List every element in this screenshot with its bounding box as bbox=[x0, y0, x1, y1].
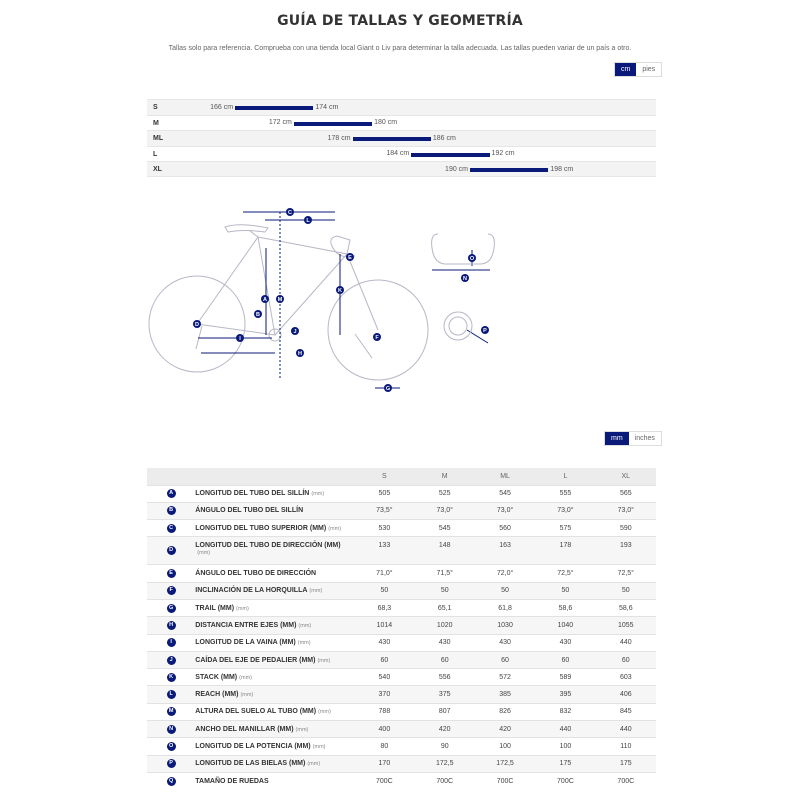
measurement-value: 545 bbox=[475, 485, 535, 502]
measurement-value: 832 bbox=[535, 703, 595, 720]
measurement-value: 1055 bbox=[596, 617, 656, 634]
row-letter-cell bbox=[147, 755, 195, 772]
size-label: M bbox=[153, 119, 159, 127]
measurement-value: 72,0° bbox=[475, 565, 535, 582]
svg-text:K: K bbox=[338, 288, 342, 294]
geometry-row bbox=[147, 721, 656, 738]
seatpost bbox=[250, 231, 258, 237]
measurement-value: 589 bbox=[535, 669, 595, 686]
svg-text:F: F bbox=[375, 335, 379, 341]
measurement-value: 370 bbox=[354, 686, 414, 703]
size-range-bar bbox=[411, 153, 489, 157]
measurement-value: 430 bbox=[535, 634, 595, 651]
measurement-value: 50 bbox=[415, 582, 475, 599]
measurement-value: 575 bbox=[535, 520, 595, 537]
measurement-letter-badge: N bbox=[167, 725, 176, 734]
measurement-name-cell bbox=[195, 721, 354, 738]
measurement-value: 700C bbox=[354, 772, 414, 789]
measurement-value: 375 bbox=[415, 686, 475, 703]
row-letter-cell bbox=[147, 669, 195, 686]
crankset-top-view bbox=[444, 312, 472, 340]
measurement-value: 430 bbox=[354, 634, 414, 651]
row-letter-cell bbox=[147, 502, 195, 519]
size-min-height: 172 cm bbox=[268, 119, 292, 127]
measurement-value: 90 bbox=[415, 738, 475, 755]
measurement-letter-badge: F bbox=[167, 586, 176, 595]
measurement-value: 73,0° bbox=[596, 502, 656, 519]
measurement-value: 60 bbox=[535, 651, 595, 668]
size-guide-row bbox=[147, 161, 656, 177]
measurement-unit: (mm) bbox=[318, 709, 331, 716]
measurement-name-cell bbox=[195, 599, 354, 616]
measurement-name-cell bbox=[195, 582, 354, 599]
svg-text:N: N bbox=[463, 276, 467, 282]
measurement-value: 1020 bbox=[415, 617, 475, 634]
geometry-diagram bbox=[140, 198, 680, 413]
measurement-unit: (mm) bbox=[298, 622, 312, 629]
measurement-letter-badge: J bbox=[167, 656, 176, 665]
measurement-name: LONGITUD DEL TUBO SUPERIOR (MM) bbox=[195, 524, 327, 532]
measurement-letter-badge: H bbox=[167, 621, 176, 630]
row-letter-cell bbox=[147, 537, 195, 565]
measurement-value: 163 bbox=[475, 537, 535, 565]
measurement-name: LONGITUD DE LA VAINA (MM) bbox=[195, 639, 296, 647]
size-label: L bbox=[153, 150, 158, 158]
page-title: GUÍA DE TALLAS Y GEOMETRÍA bbox=[277, 13, 523, 29]
measurement-name-cell bbox=[195, 537, 354, 565]
measurement-value: 72,5° bbox=[535, 565, 595, 582]
mm-toggle-button[interactable]: mm bbox=[605, 432, 629, 445]
measurement-value: 420 bbox=[475, 721, 535, 738]
saddle bbox=[225, 225, 268, 232]
measurement-unit: (mm) bbox=[307, 761, 321, 768]
measurement-value: 565 bbox=[596, 485, 656, 502]
feet-toggle-button[interactable]: pies bbox=[636, 63, 661, 76]
svg-text:M: M bbox=[277, 297, 283, 303]
measurement-value: 1014 bbox=[354, 617, 414, 634]
handlebar-top-view bbox=[432, 234, 495, 264]
measurement-value: 100 bbox=[535, 738, 595, 755]
measurement-name: TRAIL (MM) bbox=[195, 604, 235, 612]
svg-text:L: L bbox=[306, 218, 310, 224]
row-letter-cell bbox=[147, 686, 195, 703]
measurement-value: 73,0° bbox=[415, 502, 475, 519]
measurement-value: 50 bbox=[535, 582, 595, 599]
geometry-row bbox=[147, 703, 656, 720]
measurement-name-cell bbox=[195, 755, 354, 772]
cm-toggle-button[interactable]: cm bbox=[615, 63, 636, 76]
row-letter-cell bbox=[147, 721, 195, 738]
svg-text:G: G bbox=[385, 386, 391, 392]
geometry-table bbox=[147, 468, 656, 790]
measurement-value: 50 bbox=[475, 582, 535, 599]
measurement-value: 572 bbox=[475, 669, 535, 686]
measurement-letter-badge: C bbox=[167, 524, 176, 533]
row-letter-cell bbox=[147, 772, 195, 789]
measurement-value: 60 bbox=[415, 651, 475, 668]
diagram-label-k bbox=[336, 286, 344, 294]
size-range-bar bbox=[470, 168, 548, 172]
measurement-value: 80 bbox=[354, 738, 414, 755]
measurement-value: 807 bbox=[415, 703, 475, 720]
size-guide bbox=[147, 99, 656, 177]
measurement-value: 58,6 bbox=[596, 599, 656, 616]
measurement-value: 60 bbox=[354, 651, 414, 668]
geometry-row bbox=[147, 772, 656, 789]
measurement-unit: (mm) bbox=[295, 726, 309, 733]
geometry-row bbox=[147, 651, 656, 668]
measurement-value: 110 bbox=[596, 738, 656, 755]
measurement-letter-badge: M bbox=[167, 707, 176, 716]
diagram-label-h bbox=[296, 349, 304, 357]
diagram-label-c bbox=[286, 208, 294, 216]
measurement-value: 61,8 bbox=[475, 599, 535, 616]
measurement-name: LONGITUD DEL TUBO DEL SILLÍN bbox=[195, 490, 310, 498]
measurement-value: 540 bbox=[354, 669, 414, 686]
measurement-name-cell bbox=[195, 485, 354, 502]
svg-text:E: E bbox=[348, 255, 352, 261]
measurement-name: REACH (MM) bbox=[195, 691, 239, 699]
diagram-label-j bbox=[291, 327, 299, 335]
row-letter-cell bbox=[147, 738, 195, 755]
size-guide-row bbox=[147, 99, 656, 115]
measurement-value: 60 bbox=[475, 651, 535, 668]
row-letter-cell bbox=[147, 520, 195, 537]
measurement-letter-badge: E bbox=[167, 569, 176, 578]
geometry-row bbox=[147, 599, 656, 616]
column-header: L bbox=[535, 468, 595, 485]
row-letter-cell bbox=[147, 599, 195, 616]
measurement-name-cell bbox=[195, 703, 354, 720]
measurement-value: 700C bbox=[475, 772, 535, 789]
row-letter-cell bbox=[147, 651, 195, 668]
size-min-height: 190 cm bbox=[445, 165, 469, 173]
diagram-label-g bbox=[384, 384, 392, 392]
measurement-value: 700C bbox=[415, 772, 475, 789]
size-range-bar bbox=[353, 137, 431, 141]
measurement-name: ALTURA DEL SUELO AL TUBO (MM) bbox=[195, 708, 317, 716]
measurement-value: 826 bbox=[475, 703, 535, 720]
measurement-value: 65,1 bbox=[415, 599, 475, 616]
measurement-value: 1030 bbox=[475, 617, 535, 634]
size-max-height: 192 cm bbox=[491, 150, 515, 158]
size-min-height: 166 cm bbox=[210, 103, 234, 111]
diagram-label-p bbox=[481, 326, 489, 334]
diagram-label-a bbox=[261, 295, 269, 303]
measurement-unit: (mm) bbox=[240, 692, 254, 699]
measurement-value: 385 bbox=[475, 686, 535, 703]
measurement-name: DISTANCIA ENTRE EJES (MM) bbox=[195, 621, 297, 629]
measurement-value: 555 bbox=[535, 485, 595, 502]
size-label: ML bbox=[153, 135, 164, 143]
measurement-unit: (mm) bbox=[297, 640, 311, 647]
measurement-value: 430 bbox=[475, 634, 535, 651]
measurement-value: 50 bbox=[596, 582, 656, 599]
measurement-name: LONGITUD DE LA POTENCIA (MM) bbox=[195, 743, 311, 750]
measurement-name-cell bbox=[195, 686, 354, 703]
measurement-letter-badge: B bbox=[167, 506, 176, 515]
measurement-value: 400 bbox=[354, 721, 414, 738]
measurement-value: 73,0° bbox=[535, 502, 595, 519]
measurement-value: 178 bbox=[535, 537, 595, 565]
size-label: XL bbox=[153, 166, 162, 174]
measurement-letter-badge: P bbox=[167, 759, 176, 768]
diagram-label-d bbox=[193, 320, 201, 328]
geometry-row bbox=[147, 582, 656, 599]
diagram-label-l bbox=[304, 216, 312, 224]
measurement-unit: (mm) bbox=[197, 550, 211, 557]
measurement-name: LONGITUD DEL TUBO DE DIRECCIÓN (MM) bbox=[195, 542, 341, 550]
size-max-height: 174 cm bbox=[315, 103, 339, 111]
measurement-name: LONGITUD DE LAS BIELAS (MM) bbox=[195, 760, 306, 768]
measurement-value: 58,6 bbox=[535, 599, 595, 616]
size-range-bar bbox=[294, 122, 372, 126]
measurement-value: 71,5° bbox=[415, 565, 475, 582]
svg-text:P: P bbox=[483, 328, 487, 334]
page-subtitle: Tallas solo para referencia. Comprueba con una tienda local Giant o Liv para determinar la talla adecuada. Las tallas pueden variar de un país a otro. bbox=[168, 45, 632, 52]
measurement-value: 133 bbox=[354, 537, 414, 565]
measurement-name-cell bbox=[195, 738, 354, 755]
measurement-unit: (mm) bbox=[239, 674, 252, 681]
svg-text:I: I bbox=[239, 336, 241, 342]
measurement-name: ANCHO DEL MANILLAR (MM) bbox=[195, 725, 294, 733]
svg-text:A: A bbox=[263, 297, 267, 303]
svg-text:J: J bbox=[293, 329, 297, 335]
measurement-name: STACK (MM) bbox=[195, 673, 238, 681]
measurement-value: 170 bbox=[354, 755, 414, 772]
measurement-value: 175 bbox=[596, 755, 656, 772]
measurement-name-cell bbox=[195, 772, 354, 789]
measurement-value: 430 bbox=[415, 634, 475, 651]
measurement-value: 525 bbox=[415, 485, 475, 502]
diagram-label-f bbox=[373, 333, 381, 341]
column-header: S bbox=[354, 468, 414, 485]
measurement-value: 71,0° bbox=[354, 565, 414, 582]
measurement-value: 68,3 bbox=[354, 599, 414, 616]
row-letter-cell bbox=[147, 565, 195, 582]
measurement-letter-badge: Q bbox=[167, 777, 176, 786]
measurement-value: 172,5 bbox=[475, 755, 535, 772]
measurement-value: 556 bbox=[415, 669, 475, 686]
size-max-height: 186 cm bbox=[432, 134, 456, 142]
geometry-row bbox=[147, 565, 656, 582]
geometry-row bbox=[147, 669, 656, 686]
measurement-value: 440 bbox=[596, 721, 656, 738]
measurement-unit: (mm) bbox=[312, 744, 326, 750]
measurement-value: 172,5 bbox=[415, 755, 475, 772]
measurement-value: 72,5° bbox=[596, 565, 656, 582]
measurement-value: 50 bbox=[354, 582, 414, 599]
measurement-value: 395 bbox=[535, 686, 595, 703]
row-letter-cell bbox=[147, 703, 195, 720]
measurement-name-cell bbox=[195, 669, 354, 686]
measurement-unit: (mm) bbox=[236, 605, 249, 612]
measurement-name-cell bbox=[195, 502, 354, 519]
geometry-row bbox=[147, 755, 656, 772]
measurement-value: 440 bbox=[596, 634, 656, 651]
measurement-letter-badge: D bbox=[167, 546, 176, 555]
size-range-bar bbox=[235, 106, 313, 110]
measurement-letter-badge: I bbox=[167, 638, 176, 647]
measurement-letter-badge: K bbox=[167, 673, 176, 682]
measurement-name-cell bbox=[195, 617, 354, 634]
geometry-row bbox=[147, 738, 656, 755]
measurement-value: 590 bbox=[596, 520, 656, 537]
measurement-value: 700C bbox=[596, 772, 656, 789]
measurement-value: 73,0° bbox=[475, 502, 535, 519]
measurement-value: 60 bbox=[596, 651, 656, 668]
measurement-unit: (mm) bbox=[311, 491, 325, 498]
measurement-value: 193 bbox=[596, 537, 656, 565]
measurement-value: 603 bbox=[596, 669, 656, 686]
measurement-value: 1040 bbox=[535, 617, 595, 634]
measurement-value: 530 bbox=[354, 520, 414, 537]
measurement-name-cell bbox=[195, 634, 354, 651]
geometry-row bbox=[147, 520, 656, 537]
measurement-value: 505 bbox=[354, 485, 414, 502]
bike-frame bbox=[197, 237, 378, 335]
geometry-row bbox=[147, 686, 656, 703]
header-blank-name bbox=[195, 468, 354, 485]
measurement-name-cell bbox=[195, 520, 354, 537]
geometry-row bbox=[147, 537, 656, 565]
measurement-value: 700C bbox=[535, 772, 595, 789]
svg-text:D: D bbox=[195, 322, 199, 328]
diagram-label-i bbox=[236, 334, 244, 342]
measurement-name: INCLINACIÓN DE LA HORQUILLA bbox=[195, 587, 308, 595]
measurement-name: ÁNGULO DEL TUBO DE DIRECCIÓN bbox=[195, 570, 317, 578]
size-guide-row bbox=[147, 146, 656, 162]
size-max-height: 198 cm bbox=[550, 165, 574, 173]
row-letter-cell bbox=[147, 634, 195, 651]
geometry-row bbox=[147, 617, 656, 634]
svg-text:C: C bbox=[288, 210, 292, 216]
diagram-label-m bbox=[276, 295, 284, 303]
measurement-value: 845 bbox=[596, 703, 656, 720]
row-letter-cell bbox=[147, 485, 195, 502]
measurement-letter-badge: A bbox=[167, 489, 176, 498]
size-guide-row bbox=[147, 115, 656, 131]
geometry-row bbox=[147, 485, 656, 502]
measurement-unit: (mm) bbox=[317, 657, 331, 664]
svg-text:O: O bbox=[469, 256, 475, 262]
measurement-value: 100 bbox=[475, 738, 535, 755]
column-header: M bbox=[415, 468, 475, 485]
measurement-value: 73,5° bbox=[354, 502, 414, 519]
size-unit-toggle bbox=[614, 62, 662, 77]
geometry-row bbox=[147, 502, 656, 519]
measurement-value: 545 bbox=[415, 520, 475, 537]
svg-text:B: B bbox=[256, 312, 260, 318]
header-blank bbox=[147, 468, 195, 485]
measurement-value: 420 bbox=[415, 721, 475, 738]
size-label: S bbox=[153, 104, 158, 111]
measurement-value: 440 bbox=[535, 721, 595, 738]
measurement-name-cell bbox=[195, 565, 354, 582]
size-min-height: 184 cm bbox=[386, 150, 410, 158]
column-header: ML bbox=[475, 468, 535, 485]
measurement-value: 560 bbox=[475, 520, 535, 537]
size-min-height: 178 cm bbox=[327, 134, 351, 142]
measurement-name-cell bbox=[195, 651, 354, 668]
column-header: XL bbox=[596, 468, 656, 485]
measurement-letter-badge: L bbox=[167, 690, 176, 699]
measurement-letter-badge: G bbox=[167, 604, 176, 613]
measurement-name: ÁNGULO DEL TUBO DEL SILLÍN bbox=[195, 507, 304, 515]
geometry-row bbox=[147, 634, 656, 651]
diagram-label-n bbox=[461, 274, 469, 282]
measurement-value: 788 bbox=[354, 703, 414, 720]
row-letter-cell bbox=[147, 582, 195, 599]
measurement-name: CAÍDA DEL EJE DE PEDALIER (MM) bbox=[195, 656, 316, 664]
size-max-height: 180 cm bbox=[374, 119, 398, 127]
geometry-table-header bbox=[147, 468, 656, 485]
measurement-value: 406 bbox=[596, 686, 656, 703]
measurement-value: 175 bbox=[535, 755, 595, 772]
inches-toggle-button[interactable]: inches bbox=[629, 432, 661, 445]
row-letter-cell bbox=[147, 617, 195, 634]
measurement-name: TAMAÑO DE RUEDAS bbox=[195, 777, 269, 785]
size-guide-row bbox=[147, 130, 656, 146]
diagram-label-b bbox=[254, 310, 262, 318]
diagram-label-e bbox=[346, 253, 354, 261]
geometry-unit-toggle bbox=[604, 431, 662, 446]
measurement-unit: (mm) bbox=[328, 525, 342, 532]
measurement-unit: (mm) bbox=[309, 588, 323, 595]
diagram-label-o bbox=[468, 254, 476, 262]
svg-text:H: H bbox=[298, 351, 302, 357]
measurement-letter-badge: O bbox=[167, 742, 176, 751]
measurement-value: 148 bbox=[415, 537, 475, 565]
